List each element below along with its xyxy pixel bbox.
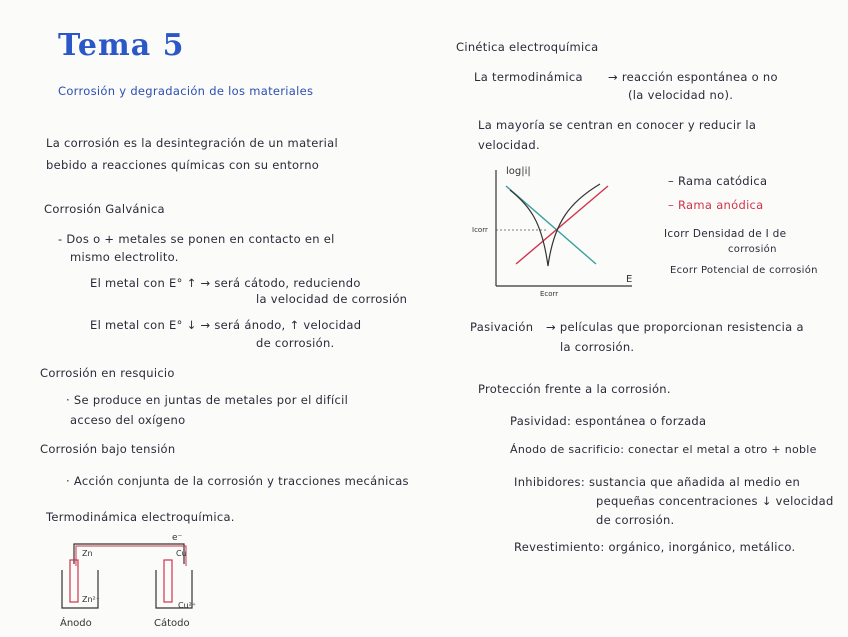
protection-inhibitors-3: de corrosión. [596, 513, 675, 527]
galvanic-line-1: - Dos o + metales se ponen en contacto en el [58, 232, 335, 246]
evans-diagram [470, 160, 640, 300]
kinetics-line-2a: La mayoría se centran en conocer y reducir la [478, 118, 757, 132]
protection-inhibitors-1: Inhibidores: sustancia que añadida al medio en [514, 475, 801, 489]
zinc-ion-label: Zn²⁺ [82, 595, 100, 604]
cathode-label: Cátodo [154, 618, 190, 629]
heading-thermodynamics: Termodinámica electroquímica. [46, 510, 235, 524]
ecorr-def: Ecorr Potencial de corrosión [670, 265, 818, 276]
heading-crevice: Corrosión en resquicio [40, 366, 175, 380]
heading-protection: Protección frente a la corrosión. [478, 382, 671, 396]
x-axis-label: E [626, 274, 633, 285]
heading-kinetics: Cinética electroquímica [456, 40, 599, 54]
kinetics-line-1b: → reacción espontánea o no [608, 70, 778, 84]
zinc-electrode [70, 560, 78, 602]
electron-label: e⁻ [172, 533, 183, 543]
icorr-def-2: corrosión [728, 244, 777, 255]
passivation-c: la corrosión. [560, 340, 635, 354]
heading-galvanic: Corrosión Galvánica [44, 202, 165, 216]
kinetics-line-2b: velocidad. [478, 138, 540, 152]
crevice-line-1: · Se produce en juntas de metales por el difícil [66, 393, 349, 407]
page-title: Tema 5 [58, 28, 185, 63]
galvanic-cell-diagram [52, 530, 242, 635]
galvanic-line-6: de corrosión. [256, 336, 335, 350]
protection-sacrificial-anode: Ánodo de sacrificio: conectar el metal a otro + noble [510, 443, 817, 456]
icorr-def-1: Icorr Densidad de I de [664, 228, 787, 240]
series-anodic [516, 186, 608, 264]
legend-cathodic-label: – Rama catódica [668, 174, 768, 188]
kinetics-line-1a: La termodinámica [474, 70, 583, 84]
legend-anodic-label: – Rama anódica [668, 198, 764, 212]
passivation-b: → películas que proporcionan resistencia a [546, 320, 804, 334]
y-tick-icorr: Icorr [472, 226, 488, 234]
copper-electrode [164, 560, 172, 602]
protection-coating: Revestimiento: orgánico, inorgánico, metálico. [514, 540, 796, 554]
crevice-line-2: acceso del oxígeno [70, 413, 186, 427]
galvanic-line-5: El metal con E° ↓ → será ánodo, ↑ velocidad [90, 318, 362, 332]
stress-line-1: · Acción conjunta de la corrosión y tracciones mecánicas [66, 474, 409, 488]
copper-label: Cu [176, 549, 187, 558]
passivation-a: Pasivación [470, 320, 534, 334]
definition-line-1: La corrosión es la desintegración de un material [46, 136, 338, 150]
copper-ion-label: Cu²⁺ [178, 601, 197, 610]
measured-curve [510, 184, 600, 266]
x-tick-ecorr: Ecorr [540, 290, 559, 298]
protection-passivity: Pasividad: espontánea o forzada [510, 414, 707, 428]
galvanic-line-2: mismo electrolito. [70, 250, 179, 264]
anode-label: Ánodo [60, 618, 92, 629]
zinc-label: Zn [82, 549, 93, 558]
galvanic-line-3: El metal con E° ↑ → será cátodo, reduciendo [90, 276, 361, 290]
legend-cathodic [668, 174, 767, 188]
protection-inhibitors-2: pequeñas concentraciones ↓ velocidad [596, 494, 834, 508]
kinetics-line-1c: (la velocidad no). [628, 88, 734, 102]
heading-stress: Corrosión bajo tensión [40, 442, 176, 456]
galvanic-line-4: la velocidad de corrosión [256, 292, 408, 306]
page-subtitle: Corrosión y degradación de los materiales [58, 84, 314, 98]
y-axis-label: log|i| [506, 166, 531, 177]
legend-anodic [668, 198, 764, 212]
definition-line-2: bebido a reacciones químicas con su entorno [46, 158, 320, 172]
